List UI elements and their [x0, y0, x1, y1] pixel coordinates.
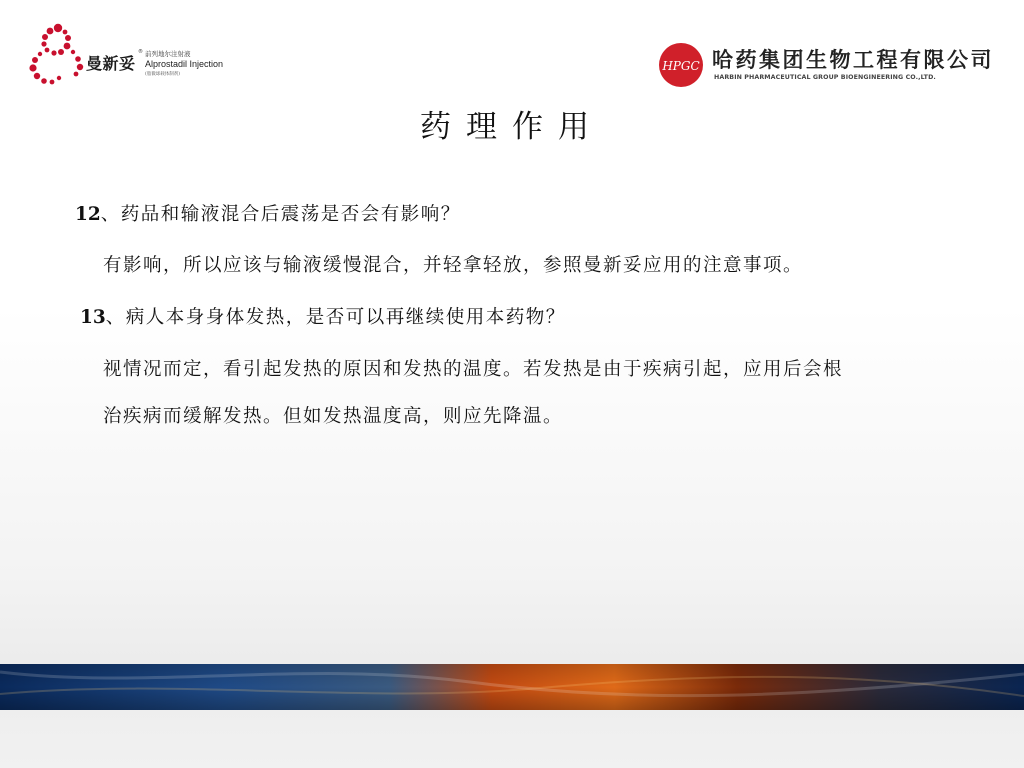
dotted-ring-icon: [28, 22, 84, 86]
product-logo: [28, 22, 228, 86]
generic-name-cn: 前列地尔注射液: [145, 50, 191, 58]
answer-13-line-1: 视情况而定，看引起发热的原因和发热的温度。若发热是由于疾病引起，应用后会根: [103, 359, 844, 380]
question-text: 、病人本身身体发热，是否可以再继续使用本药物？: [105, 307, 566, 328]
slide-title: 药理作用: [420, 109, 604, 145]
footer-decorative-band: [0, 664, 1024, 710]
generic-name-en: Alprostadil Injection: [145, 59, 224, 69]
formulation-note: (脂微球载体制剂): [145, 72, 181, 77]
registered-mark: ®: [138, 49, 143, 55]
question-number: 12: [75, 204, 101, 225]
question-number: 13: [80, 307, 106, 328]
answer-12: 有影响，所以应该与输液缓慢混合，并轻拿轻放，参照曼新妥应用的注意事项。: [103, 255, 804, 276]
company-name-en: HARBIN PHARMACEUTICAL GROUP BIOENGINEERING CO.,LTD.: [714, 74, 936, 81]
company-logo: [658, 42, 994, 90]
hpgc-emblem-icon: [658, 42, 704, 88]
answer-13-line-2: 治疾病而缓解发热。但如发热温度高，则应先降温。: [103, 406, 564, 427]
emblem-text: HPGC: [662, 59, 700, 73]
company-name-cn: 哈药集团生物工程有限公司: [712, 48, 994, 72]
brand-name: 曼新妥: [86, 54, 136, 73]
question-13: [80, 303, 566, 329]
question-12: [75, 200, 461, 226]
question-text: 、药品和输液混合后震荡是否会有影响？: [100, 204, 461, 225]
